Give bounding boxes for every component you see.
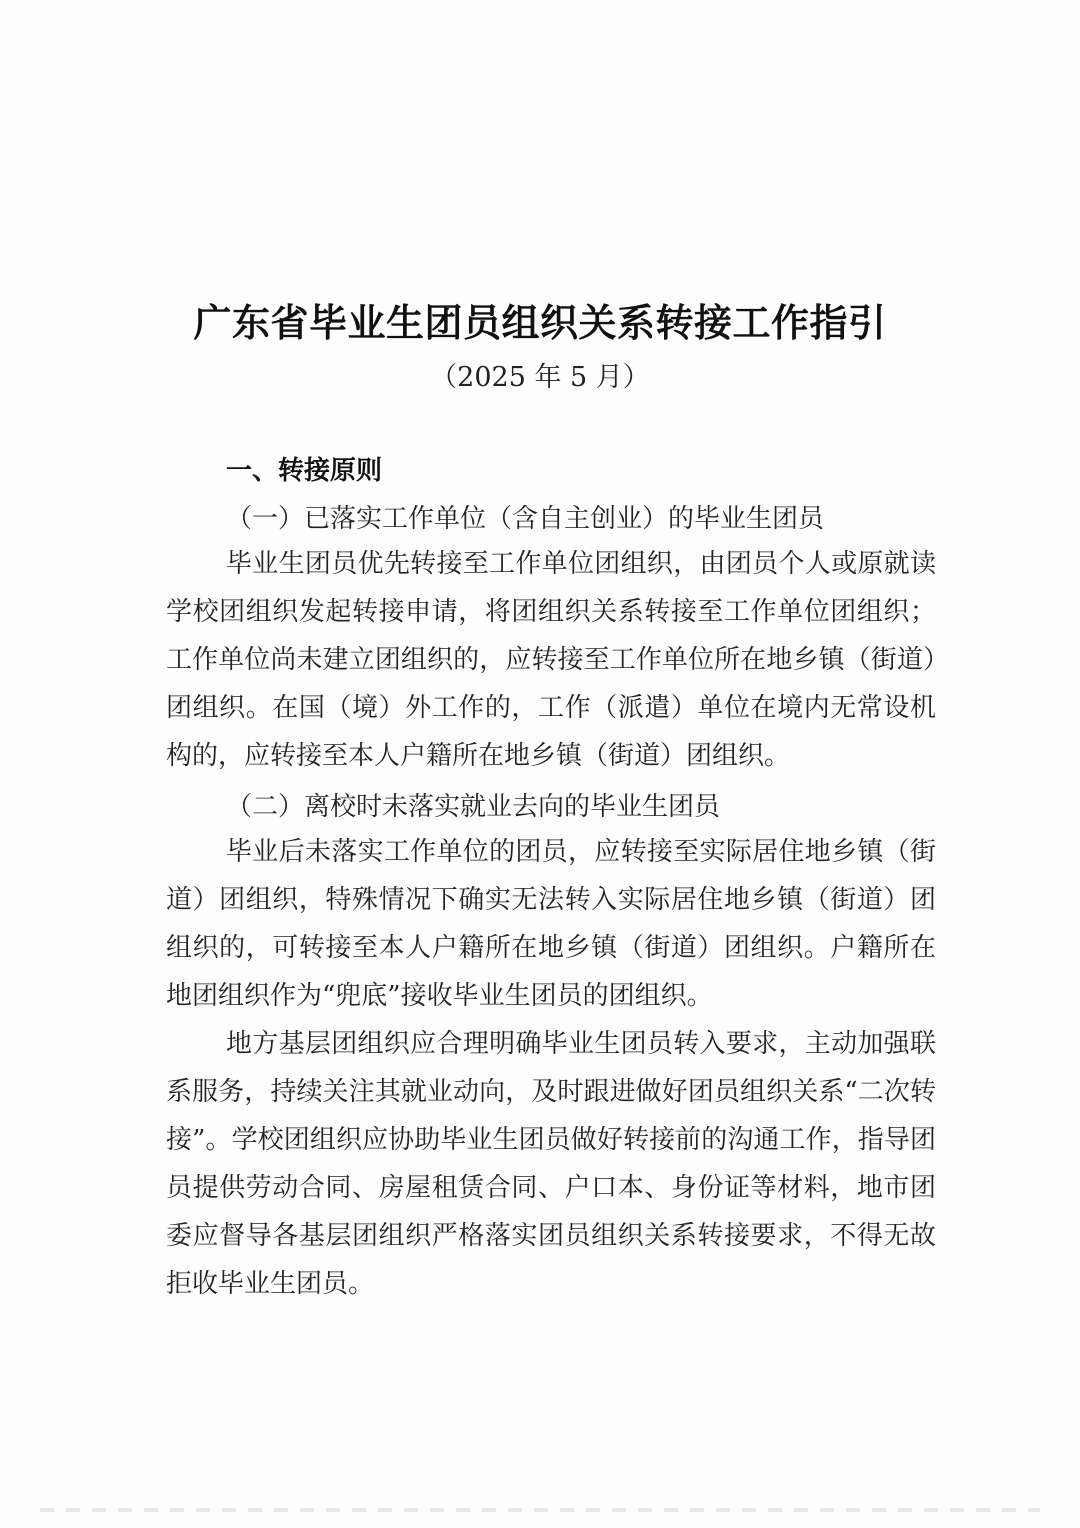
paragraph: 地方基层团组织应合理明确毕业生团员转入要求，主动加强联系服务，持续关注其就业动向，及时跟进做好团员组织关系“二次转接”。学校团组织应协助毕业生团员做好转接前的沟通工作，指导团员提供劳动合同、房屋租赁合同、户口本、身份证等材料，地市团委应督导各基层团组织严格落实团员组织关系转接要求，不得无故拒收毕业生团员。 [166, 1029, 936, 1299]
scan-artifact [40, 1508, 1040, 1512]
section-heading: 一、转接原则 [226, 456, 383, 486]
subsection-heading: （一）已落实工作单位（含自主创业）的毕业生团员 [226, 504, 825, 534]
paragraph: 毕业生团员优先转接至工作单位团组织，由团员个人或原就读学校团组织发起转接申请，将团组织关系转接至工作单位团组织；工作单位尚未建立团组织的，应转接至工作单位所在地乡镇（街道）团组织。在国（境）外工作的，工作（派遣）单位在境内无常设机构的，应转接至本人户籍所在地乡镇（街道）团组织。 [166, 549, 936, 771]
subsection-heading: （二）离校时未落实就业去向的毕业生团员 [226, 792, 721, 822]
document-date: （2025 年 5 月） [430, 362, 650, 393]
document-title: 广东省毕业生团员组织关系转接工作指引 [193, 301, 887, 345]
paragraph: 毕业后未落实工作单位的团员，应转接至实际居住地乡镇（街道）团组织，特殊情况下确实无法转入实际居住地乡镇（街道）团组织的，可转接至本人户籍所在地乡镇（街道）团组织。户籍所在地团组织作为“兜底”接收毕业生团员的团组织。 [166, 837, 936, 1011]
